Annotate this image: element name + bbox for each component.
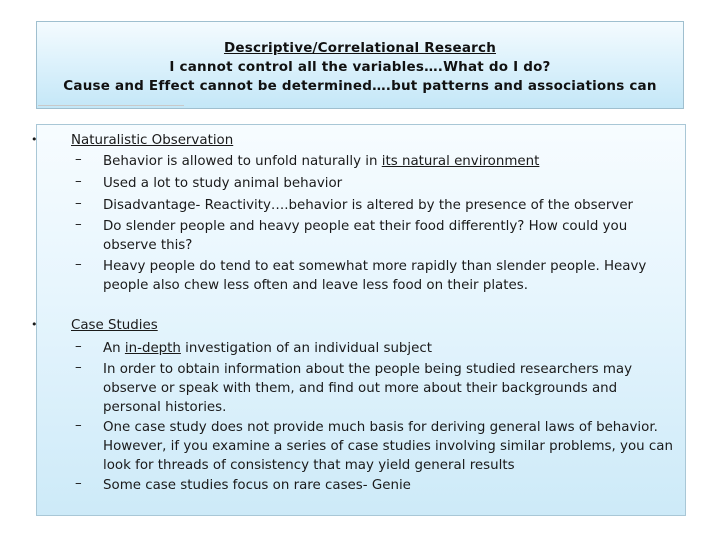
emphasized-text: its natural environment	[381, 154, 540, 169]
list-item-text: One case study does not provide much basis for deriving general laws of behavior. However, if you examine a series of case studies involving similar problems, you can look for threads of consistency that may yield general results	[103, 420, 673, 473]
divider	[38, 105, 184, 106]
dash: –	[75, 339, 82, 354]
title-subline-2: Cause and Effect cannot be determined….but patterns and associations can	[63, 78, 657, 94]
dash: –	[75, 174, 82, 189]
title-box	[36, 21, 684, 109]
dash: –	[75, 152, 82, 167]
list-item-text: Do slender people and heavy people eat their food differently? How could you observe this?	[103, 219, 628, 253]
dash: –	[75, 418, 82, 433]
title-heading: Descriptive/Correlational Research	[223, 40, 497, 56]
bullet: •	[31, 318, 38, 331]
list-item-text	[103, 152, 678, 171]
dash: –	[75, 196, 82, 211]
dash: –	[75, 360, 82, 375]
dash: –	[75, 476, 82, 491]
text-segment: Behavior is allowed to unfold naturally in	[103, 154, 382, 169]
list-item-text: Some case studies focus on rare cases- Genie	[103, 478, 411, 493]
section-heading: Case Studies	[71, 318, 158, 333]
dash: –	[75, 257, 82, 272]
emphasized-text: in-depth	[124, 341, 181, 356]
dash: –	[75, 217, 82, 232]
list-item-text: In order to obtain information about the people being studied researchers may observe or speak with them, and find out more about their backgrounds and personal histories.	[103, 362, 632, 415]
list-item-text: Disadvantage- Reactivity….behavior is altered by the presence of the observer	[103, 198, 634, 213]
title-subline-1: I cannot control all the variables….What do I do?	[169, 59, 551, 75]
bullet: •	[31, 133, 38, 146]
list-item-text: Used a lot to study animal behavior	[103, 176, 343, 191]
text-segment: An	[103, 341, 125, 356]
list-item-text	[103, 339, 678, 358]
list-item-text: Heavy people do tend to eat somewhat more rapidly than slender people. Heavy people also chew less often and leave less food on their plates.	[103, 259, 647, 293]
content-box	[31, 124, 686, 516]
section-heading: Naturalistic Observation	[71, 133, 234, 148]
text-segment: investigation of an individual subject	[180, 341, 432, 356]
